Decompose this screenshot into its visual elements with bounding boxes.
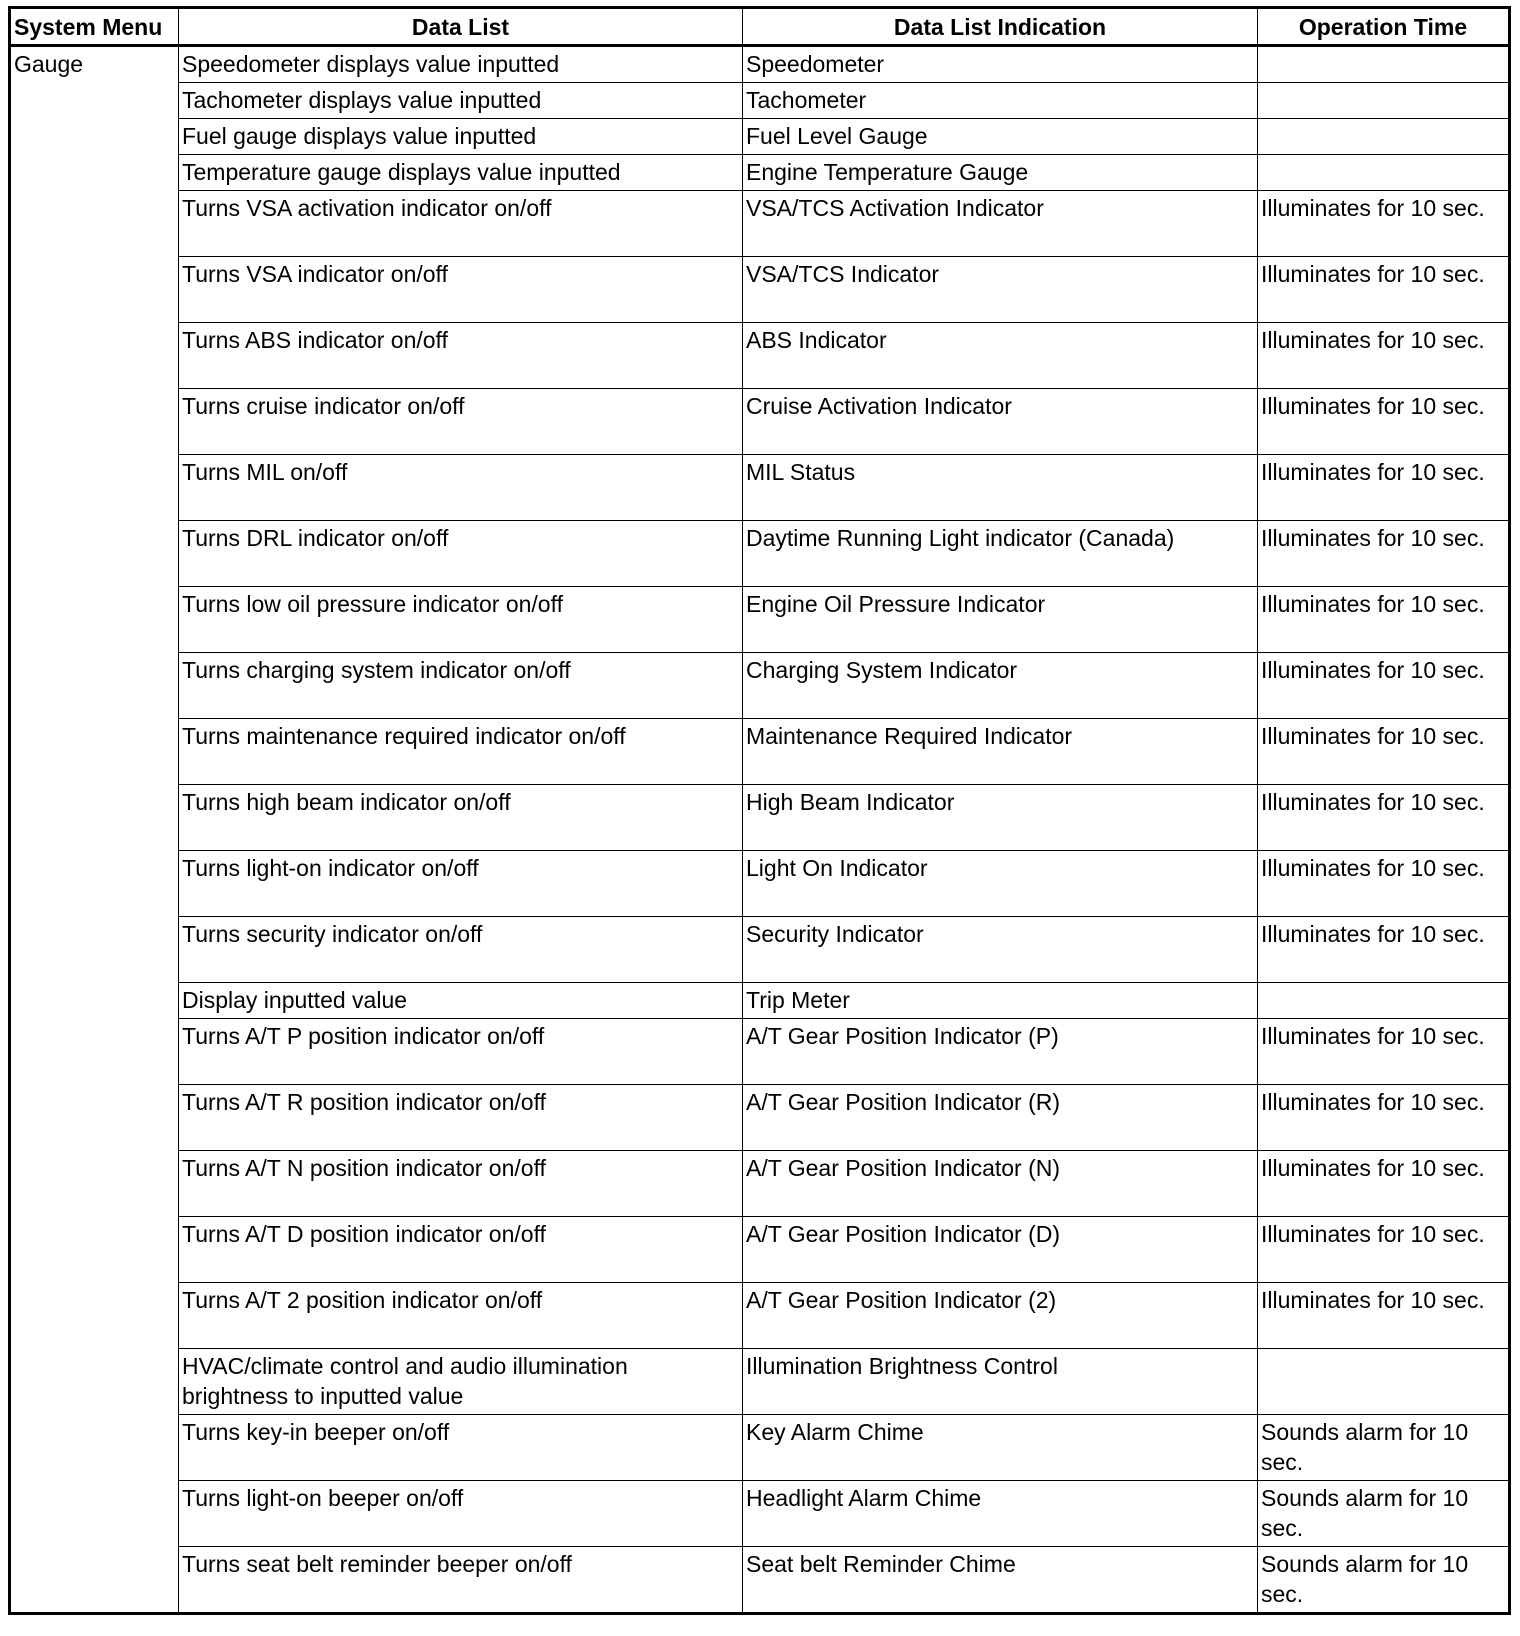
header-data-list: Data List xyxy=(179,8,743,46)
cell-data-list-indication: Engine Oil Pressure Indicator xyxy=(743,587,1258,653)
cell-data-list: Display inputted value xyxy=(179,983,743,1019)
table-row xyxy=(10,653,1510,719)
cell-data-list: Turns A/T D position indicator on/off xyxy=(179,1217,743,1283)
header-operation-time: Operation Time xyxy=(1258,8,1510,46)
cell-data-list: Temperature gauge displays value inputted xyxy=(179,155,743,191)
cell-data-list-indication: Cruise Activation Indicator xyxy=(743,389,1258,455)
cell-data-list-indication: Tachometer xyxy=(743,83,1258,119)
table-row xyxy=(10,1085,1510,1151)
cell-data-list-indication: A/T Gear Position Indicator (P) xyxy=(743,1019,1258,1085)
cell-data-list: Turns seat belt reminder beeper on/off xyxy=(179,1547,743,1614)
cell-data-list: Turns VSA indicator on/off xyxy=(179,257,743,323)
table-row xyxy=(10,323,1510,389)
cell-data-list: Turns light-on beeper on/off xyxy=(179,1481,743,1547)
cell-data-list: Turns ABS indicator on/off xyxy=(179,323,743,389)
cell-data-list-indication: Engine Temperature Gauge xyxy=(743,155,1258,191)
cell-data-list: Turns A/T R position indicator on/off xyxy=(179,1085,743,1151)
cell-data-list: Turns security indicator on/off xyxy=(179,917,743,983)
cell-data-list: Turns A/T 2 position indicator on/off xyxy=(179,1283,743,1349)
cell-data-list-indication: Speedometer xyxy=(743,46,1258,83)
cell-data-list-indication: High Beam Indicator xyxy=(743,785,1258,851)
cell-operation-time: Illuminates for 10 sec. xyxy=(1258,719,1510,785)
cell-operation-time: Illuminates for 10 sec. xyxy=(1258,1019,1510,1085)
cell-data-list: Turns cruise indicator on/off xyxy=(179,389,743,455)
cell-operation-time: Sounds alarm for 10 sec. xyxy=(1258,1481,1510,1547)
cell-data-list: Turns key-in beeper on/off xyxy=(179,1415,743,1481)
cell-operation-time: Illuminates for 10 sec. xyxy=(1258,323,1510,389)
table-row xyxy=(10,1151,1510,1217)
cell-data-list-indication: Maintenance Required Indicator xyxy=(743,719,1258,785)
cell-data-list: Turns DRL indicator on/off xyxy=(179,521,743,587)
cell-operation-time xyxy=(1258,83,1510,119)
table-row xyxy=(10,521,1510,587)
cell-data-list-indication: VSA/TCS Activation Indicator xyxy=(743,191,1258,257)
table-body xyxy=(10,46,1510,1614)
cell-data-list: Turns VSA activation indicator on/off xyxy=(179,191,743,257)
table-row xyxy=(10,1481,1510,1547)
table-row xyxy=(10,983,1510,1019)
cell-data-list-indication: Daytime Running Light indicator (Canada) xyxy=(743,521,1258,587)
header-row xyxy=(10,8,1510,46)
cell-operation-time xyxy=(1258,983,1510,1019)
table-row xyxy=(10,785,1510,851)
cell-operation-time: Illuminates for 10 sec. xyxy=(1258,785,1510,851)
table-row xyxy=(10,1019,1510,1085)
cell-operation-time xyxy=(1258,1349,1510,1415)
table-row xyxy=(10,455,1510,521)
cell-operation-time xyxy=(1258,155,1510,191)
cell-data-list: Turns MIL on/off xyxy=(179,455,743,521)
table-row xyxy=(10,1283,1510,1349)
cell-data-list-indication: A/T Gear Position Indicator (N) xyxy=(743,1151,1258,1217)
cell-operation-time: Illuminates for 10 sec. xyxy=(1258,1085,1510,1151)
cell-data-list: Turns low oil pressure indicator on/off xyxy=(179,587,743,653)
header-data-list-indication: Data List Indication xyxy=(743,8,1258,46)
cell-operation-time: Illuminates for 10 sec. xyxy=(1258,191,1510,257)
cell-data-list-indication: ABS Indicator xyxy=(743,323,1258,389)
cell-operation-time: Illuminates for 10 sec. xyxy=(1258,653,1510,719)
cell-system-menu: Gauge xyxy=(10,46,179,1614)
document-sheet xyxy=(8,6,1511,1615)
cell-operation-time: Illuminates for 10 sec. xyxy=(1258,521,1510,587)
table-row xyxy=(10,719,1510,785)
cell-operation-time: Illuminates for 10 sec. xyxy=(1258,917,1510,983)
table-row xyxy=(10,155,1510,191)
cell-operation-time xyxy=(1258,46,1510,83)
cell-data-list: Turns maintenance required indicator on/off xyxy=(179,719,743,785)
table-row xyxy=(10,46,1510,83)
cell-operation-time: Illuminates for 10 sec. xyxy=(1258,455,1510,521)
cell-data-list-indication: A/T Gear Position Indicator (2) xyxy=(743,1283,1258,1349)
cell-data-list: Turns charging system indicator on/off xyxy=(179,653,743,719)
table-row xyxy=(10,119,1510,155)
cell-operation-time: Sounds alarm for 10 sec. xyxy=(1258,1415,1510,1481)
cell-data-list-indication: Trip Meter xyxy=(743,983,1258,1019)
cell-data-list: Turns A/T P position indicator on/off xyxy=(179,1019,743,1085)
cell-data-list-indication: Security Indicator xyxy=(743,917,1258,983)
cell-data-list: Turns A/T N position indicator on/off xyxy=(179,1151,743,1217)
table-row xyxy=(10,1547,1510,1614)
cell-data-list: Fuel gauge displays value inputted xyxy=(179,119,743,155)
table-row xyxy=(10,191,1510,257)
cell-operation-time: Illuminates for 10 sec. xyxy=(1258,851,1510,917)
cell-operation-time: Illuminates for 10 sec. xyxy=(1258,587,1510,653)
cell-data-list-indication: Headlight Alarm Chime xyxy=(743,1481,1258,1547)
table-row xyxy=(10,851,1510,917)
table-row xyxy=(10,1349,1510,1415)
cell-operation-time: Sounds alarm for 10 sec. xyxy=(1258,1547,1510,1614)
cell-data-list: HVAC/climate control and audio illumination brightness to inputted value xyxy=(179,1349,743,1415)
table-row xyxy=(10,389,1510,455)
cell-data-list-indication: Illumination Brightness Control xyxy=(743,1349,1258,1415)
table-header xyxy=(10,8,1510,46)
cell-data-list: Speedometer displays value inputted xyxy=(179,46,743,83)
cell-operation-time xyxy=(1258,119,1510,155)
table-row xyxy=(10,1415,1510,1481)
cell-data-list-indication: A/T Gear Position Indicator (D) xyxy=(743,1217,1258,1283)
cell-data-list-indication: Fuel Level Gauge xyxy=(743,119,1258,155)
cell-data-list-indication: MIL Status xyxy=(743,455,1258,521)
cell-data-list: Turns high beam indicator on/off xyxy=(179,785,743,851)
table-row xyxy=(10,1217,1510,1283)
cell-data-list: Turns light-on indicator on/off xyxy=(179,851,743,917)
table-row xyxy=(10,257,1510,323)
table-row xyxy=(10,587,1510,653)
cell-data-list: Tachometer displays value inputted xyxy=(179,83,743,119)
cell-operation-time: Illuminates for 10 sec. xyxy=(1258,389,1510,455)
cell-data-list-indication: Key Alarm Chime xyxy=(743,1415,1258,1481)
cell-data-list-indication: A/T Gear Position Indicator (R) xyxy=(743,1085,1258,1151)
cell-operation-time: Illuminates for 10 sec. xyxy=(1258,1217,1510,1283)
table-row xyxy=(10,83,1510,119)
cell-data-list-indication: Light On Indicator xyxy=(743,851,1258,917)
cell-data-list-indication: Seat belt Reminder Chime xyxy=(743,1547,1258,1614)
cell-operation-time: Illuminates for 10 sec. xyxy=(1258,1151,1510,1217)
cell-operation-time: Illuminates for 10 sec. xyxy=(1258,1283,1510,1349)
cell-data-list-indication: VSA/TCS Indicator xyxy=(743,257,1258,323)
header-system-menu: System Menu xyxy=(10,8,179,46)
cell-data-list-indication: Charging System Indicator xyxy=(743,653,1258,719)
gauge-data-list-table xyxy=(8,6,1511,1615)
table-row xyxy=(10,917,1510,983)
cell-operation-time: Illuminates for 10 sec. xyxy=(1258,257,1510,323)
